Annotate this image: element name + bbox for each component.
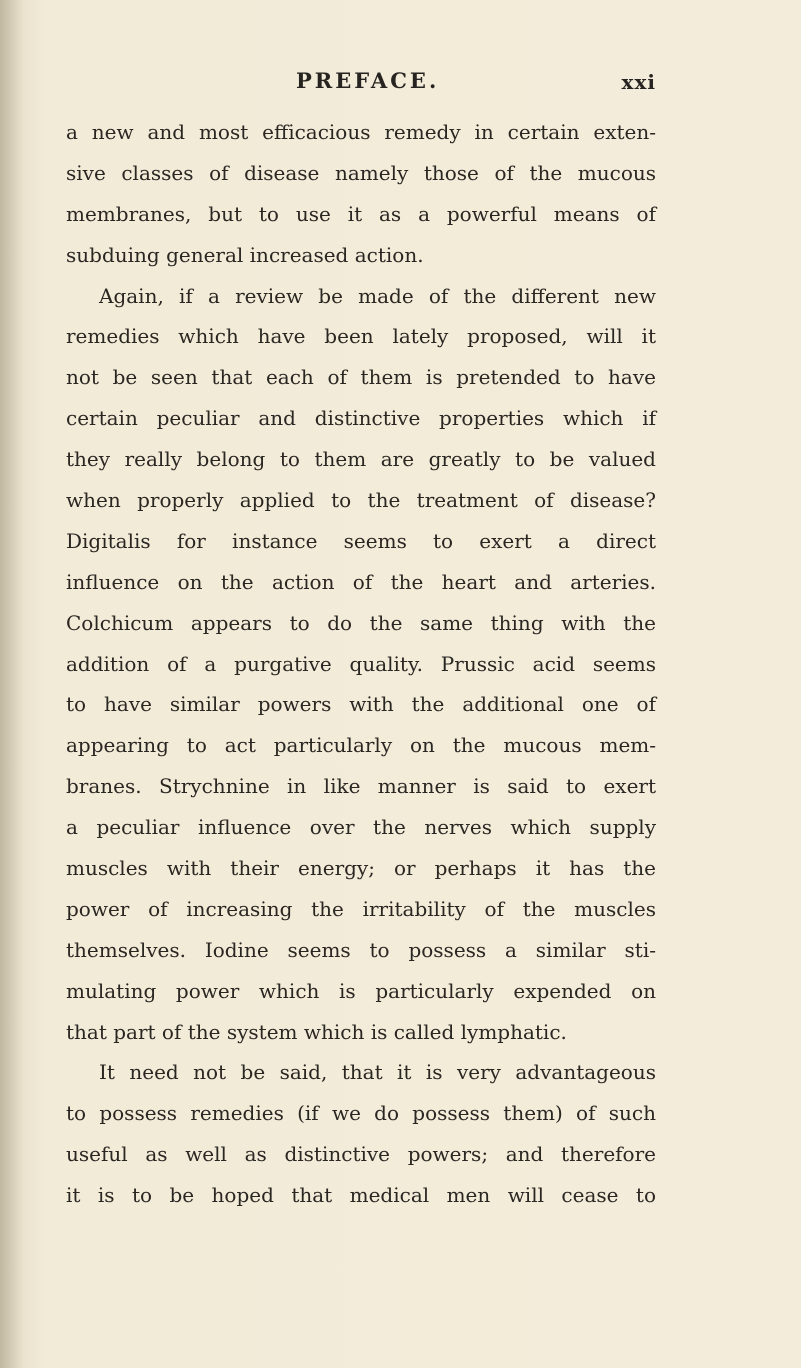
text-line: certain peculiar and distinctive properties which if: [66, 406, 656, 431]
text-line: useful as well as distinctive powers; and therefore: [66, 1142, 656, 1167]
text-line: branes. Strychnine in like manner is said to exert: [66, 774, 656, 799]
text-line: themselves. Iodine seems to possess a similar sti-: [66, 937, 656, 962]
text-line: addition of a purgative quality. Prussic acid seems: [66, 651, 656, 676]
text-line: influence on the action of the heart and arteries.: [66, 569, 656, 594]
running-head: PREFACE.: [296, 68, 440, 93]
text-line: membranes, but to use it as a powerful means of: [66, 201, 656, 226]
text-line: sive classes of disease namely those of the mucous: [66, 160, 656, 185]
text-line: power of increasing the irritability of the muscles: [66, 896, 656, 921]
text-line: a peculiar influence over the nerves which supply: [66, 815, 656, 840]
text-line: they really belong to them are greatly to be valued: [66, 447, 656, 472]
text-line: Colchicum appears to do the same thing with the: [66, 610, 656, 635]
binding-gutter-shadow: [0, 0, 24, 1368]
text-line: It need not be said, that it is very advantageous: [99, 1060, 656, 1085]
text-line: a new and most efficacious remedy in certain exten-: [66, 120, 656, 144]
body-text: [66, 112, 656, 1216]
text-line: subduing general increased action.: [66, 242, 424, 267]
text-line: not be seen that each of them is pretended to have: [66, 365, 656, 390]
text-line: muscles with their energy; or perhaps it has the: [66, 856, 656, 881]
text-line: when properly applied to the treatment of disease?: [66, 488, 656, 513]
text-line: Again, if a review be made of the different new: [99, 283, 656, 308]
text-line: Digitalis for instance seems to exert a direct: [66, 528, 656, 553]
text-line: that part of the system which is called lymphatic.: [66, 1019, 567, 1044]
text-line: mulating power which is particularly expended on: [66, 978, 656, 1003]
text-line: to have similar powers with the additional one of: [66, 692, 656, 717]
text-line: remedies which have been lately proposed, will it: [66, 324, 656, 349]
page-number: xxi: [621, 70, 656, 94]
text-line: it is to be hoped that medical men will cease to: [66, 1183, 656, 1208]
text-line: to possess remedies (if we do possess them) of such: [66, 1101, 656, 1126]
text-line: appearing to act particularly on the mucous mem-: [66, 733, 656, 758]
page-header: [296, 68, 656, 100]
